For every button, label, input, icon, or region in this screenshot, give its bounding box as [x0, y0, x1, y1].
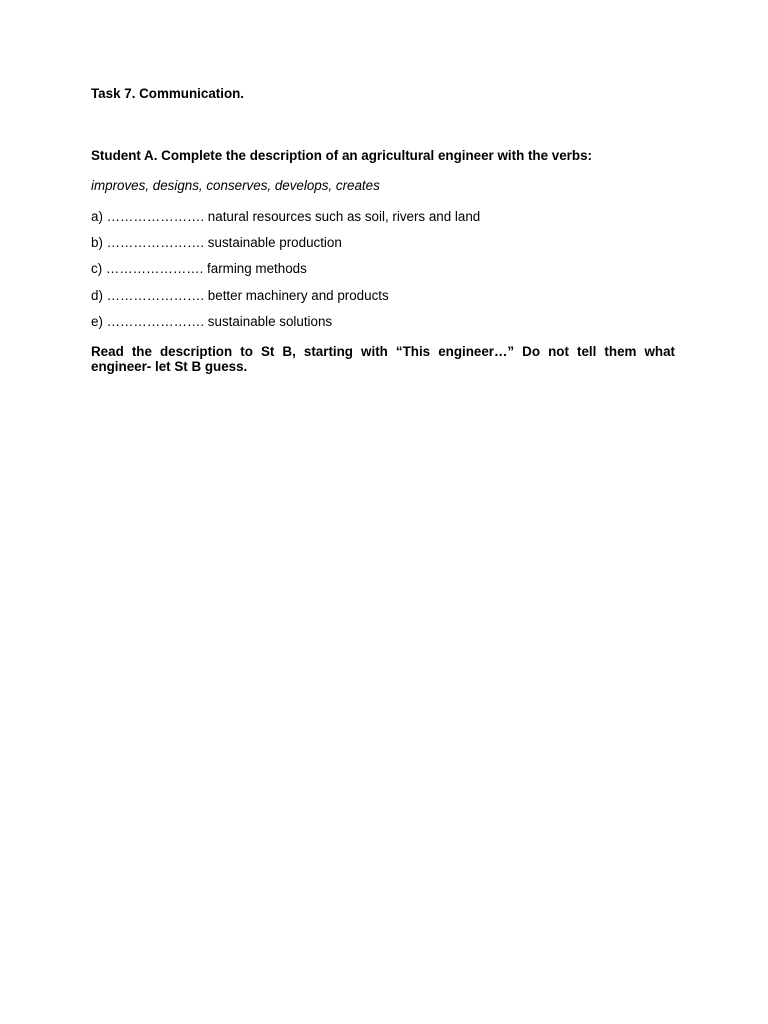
fill-in-list: [91, 209, 480, 340]
fill-in-item-e: e) …………………. sustainable solutions: [91, 313, 333, 329]
fill-in-item-a: a) …………………. natural resources such as soil, rivers and land: [91, 209, 481, 224]
fill-in-item-d: d) …………………. better machinery and products: [91, 287, 389, 303]
closing-instruction: Read the description to St B, starting with “This engineer…” Do not tell them what engineer- let St B guess.: [91, 344, 675, 374]
task-title: Task 7. Communication.: [91, 86, 245, 101]
instruction-text: Student A. Complete the description of an agricultural engineer with the verbs:: [91, 148, 592, 163]
verb-list: improves, designs, conserves, develops, creates: [91, 178, 380, 193]
fill-in-item-c: c) …………………. farming methods: [91, 261, 307, 277]
fill-in-item-b: b) …………………. sustainable production: [91, 235, 342, 251]
